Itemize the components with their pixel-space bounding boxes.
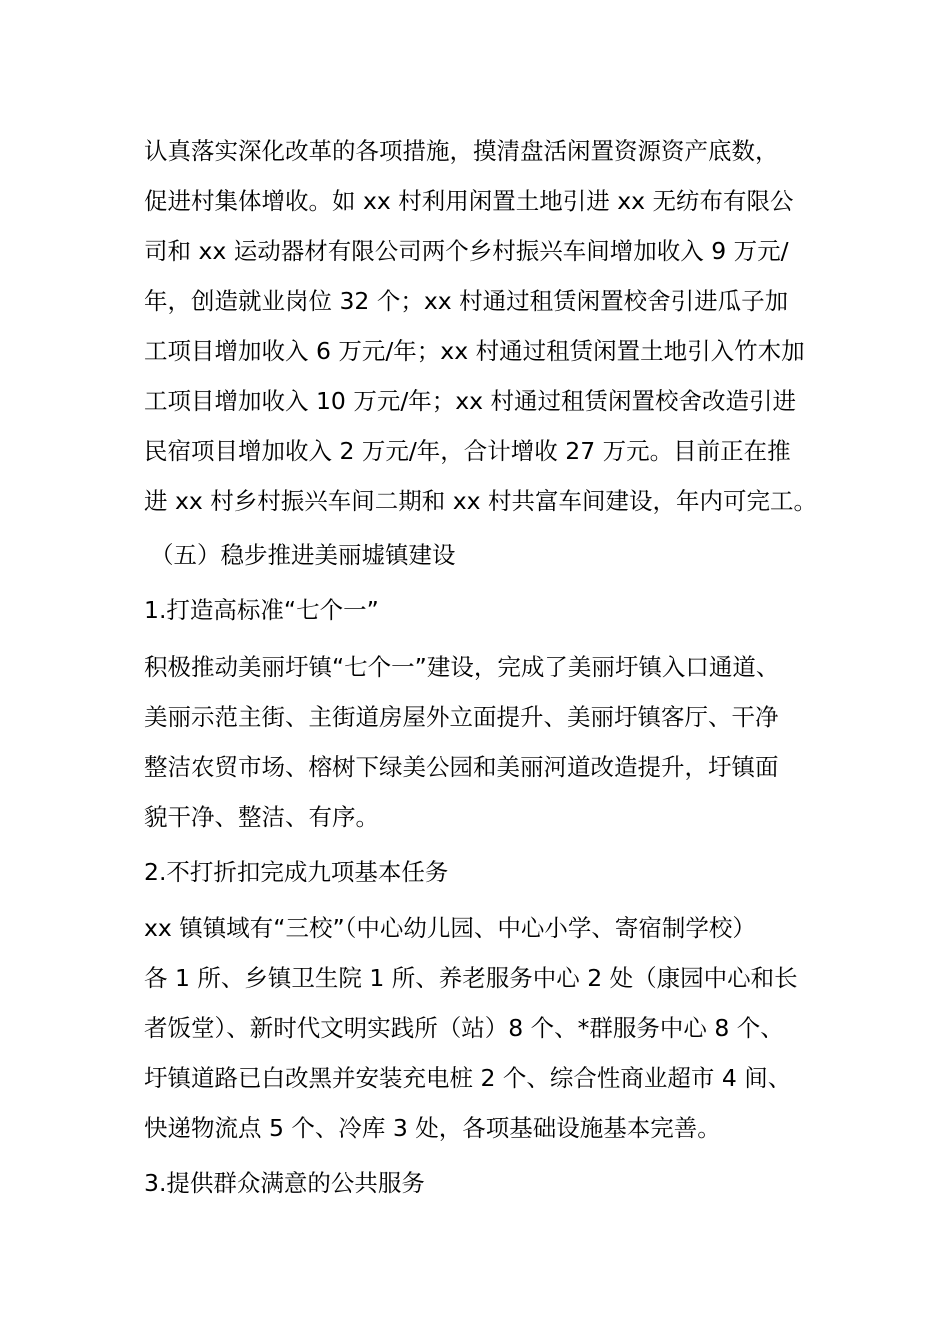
paragraph-line: 积极推动美丽圩镇“七个一”建设，完成了美丽圩镇入口通道、 [144,653,780,681]
paragraph-line: 各 1 所、乡镇卫生院 1 所、养老服务中心 2 处（康园中心和长 [144,964,798,992]
paragraph-line: 快递物流点 5 个、冷库 3 处，各项基础设施基本完善。 [144,1114,721,1142]
subheading-2 [144,847,814,897]
paragraph-village-income [144,126,818,526]
paragraph-line: 美丽示范主街、主街道房屋外立面提升、美丽圩镇客厅、干净 [144,703,779,731]
subheading-3 [144,1158,814,1208]
paragraph-line: 圩镇道路已白改黑并安装充电桩 2 个、综合性商业超市 4 间、 [144,1064,792,1092]
subheading-1 [144,585,814,635]
paragraph-seven-ones [144,642,814,842]
paragraph-line: 民宿项目增加收入 2 万元/年，合计增收 27 万元。目前正在推 [144,437,791,465]
paragraph-line: 年，创造就业岗位 32 个；xx 村通过租赁闲置校舍引进瓜子加 [144,287,789,315]
paragraph-line: 促进村集体增收。如 xx 村利用闲置土地引进 xx 无纺布有限公 [144,187,794,215]
paragraph-line: 貌干净、整洁、有序。 [144,803,379,831]
heading-text: 3.提供群众满意的公共服务 [144,1169,425,1197]
paragraph-line: 者饭堂）、新时代文明实践所（站）8 个、*群服务中心 8 个、 [144,1014,784,1042]
paragraph-line: 进 xx 村乡村振兴车间二期和 xx 村共富车间建设，年内可完工。 [144,487,818,515]
section-heading-five [150,530,820,580]
heading-text: 1.打造高标准“七个一” [144,596,379,624]
paragraph-line: 认真落实深化改革的各项措施，摸清盘活闲置资源资产底数， [144,137,779,165]
paragraph-line: 工项目增加收入 6 万元/年；xx 村通过租赁闲置土地引入竹木加 [144,337,805,365]
heading-text: （五）稳步推进美丽墟镇建设 [150,541,456,569]
heading-text: 2.不打折扣完成九项基本任务 [144,858,449,886]
paragraph-nine-tasks [144,903,814,1153]
paragraph-line: 司和 xx 运动器材有限公司两个乡村振兴车间增加收入 9 万元/ [144,237,789,265]
paragraph-line: 工项目增加收入 10 万元/年；xx 村通过租赁闲置校舍改造引进 [144,387,797,415]
paragraph-line: xx 镇镇域有“三校”（中心幼儿园、中心小学、寄宿制学校） [144,914,756,942]
paragraph-line: 整洁农贸市场、榕树下绿美公园和美丽河道改造提升，圩镇面 [144,753,779,781]
